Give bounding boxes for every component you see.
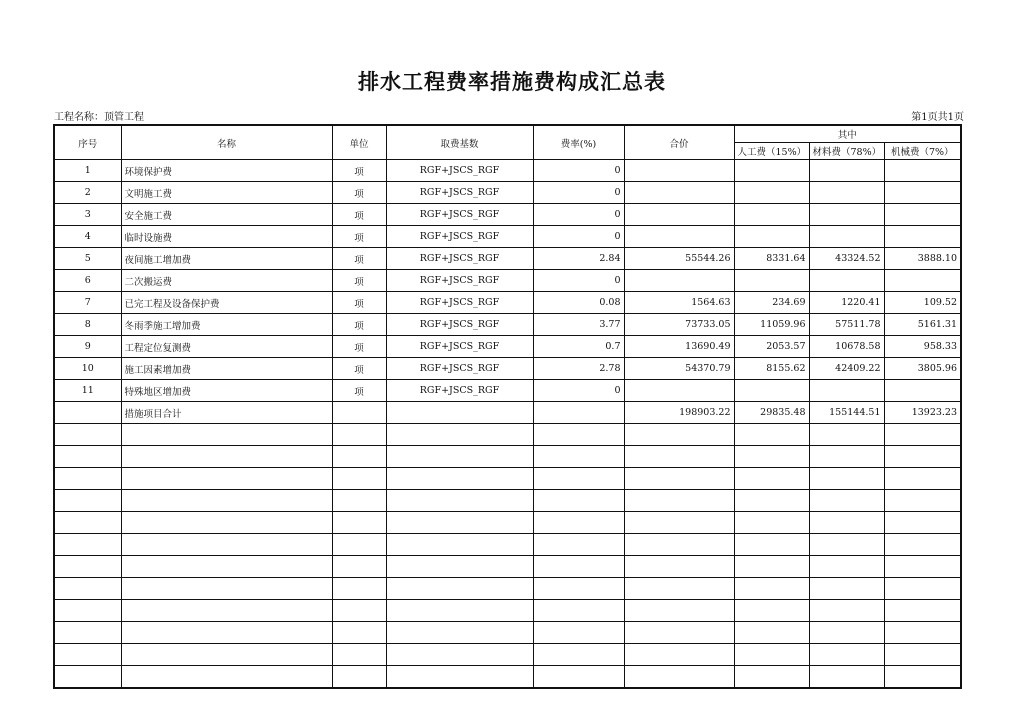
page-title: 排水工程费率措施费构成汇总表 [358,70,666,94]
cell-material: 10678.58 [809,336,884,358]
cell-unit: 项 [332,314,386,336]
cell-machine [884,468,961,490]
header-rate: 费率(%) [533,125,624,160]
cell-seq: 2 [54,182,121,204]
cell-seq [54,600,121,622]
cell-unit: 项 [332,226,386,248]
cell-labor: 8331.64 [734,248,809,270]
cell-unit [332,468,386,490]
cell-base [386,666,533,689]
cell-total [624,534,734,556]
cell-base: RGF+JSCS_RGF [386,292,533,314]
project-name: 工程名称：顶管工程 [54,112,144,123]
table-row [54,534,961,556]
cell-material [809,380,884,402]
cell-unit: 项 [332,270,386,292]
cell-rate: 2.78 [533,358,624,380]
cell-material [809,622,884,644]
cell-unit [332,600,386,622]
header-material: 材料费（78%） [809,143,884,160]
cell-total [624,578,734,600]
cell-material [809,270,884,292]
cell-rate [533,622,624,644]
cell-seq: 11 [54,380,121,402]
cell-material [809,204,884,226]
cell-machine [884,512,961,534]
cell-seq: 10 [54,358,121,380]
cell-total [624,600,734,622]
cell-base: RGF+JSCS_RGF [386,380,533,402]
cell-total [624,490,734,512]
table-row [54,622,961,644]
cell-unit [332,556,386,578]
cell-name [121,644,332,666]
cell-name: 夜间施工增加费 [121,248,332,270]
table-row [54,402,961,424]
cell-labor [734,380,809,402]
table-row [54,292,961,314]
cell-base: RGF+JSCS_RGF [386,358,533,380]
header-labor: 人工费（15%） [734,143,809,160]
header-seq: 序号 [54,125,121,160]
cell-seq: 8 [54,314,121,336]
table-row [54,358,961,380]
cell-material [809,182,884,204]
cell-name [121,512,332,534]
cell-material: 43324.52 [809,248,884,270]
cell-seq [54,424,121,446]
table-row [54,644,961,666]
cell-rate [533,556,624,578]
cell-unit [332,490,386,512]
table-row [54,666,961,689]
cell-name: 安全施工费 [121,204,332,226]
cell-name [121,534,332,556]
cell-seq [54,556,121,578]
cell-base [386,402,533,424]
cell-seq [54,578,121,600]
cell-seq [54,468,121,490]
cell-seq [54,666,121,689]
cell-material [809,578,884,600]
cell-material [809,534,884,556]
cell-labor [734,468,809,490]
cell-labor: 29835.48 [734,402,809,424]
cell-total [624,512,734,534]
cell-machine [884,204,961,226]
header-total: 合价 [624,125,734,160]
cell-machine [884,182,961,204]
cell-labor [734,666,809,689]
cell-seq: 9 [54,336,121,358]
header-machine: 机械费（7%） [884,143,961,160]
cell-total [624,204,734,226]
header-name: 名称 [121,125,332,160]
table-body [54,160,961,689]
cell-rate [533,446,624,468]
cell-labor [734,534,809,556]
cell-base [386,468,533,490]
cell-total: 13690.49 [624,336,734,358]
cell-unit [332,534,386,556]
cell-total: 1564.63 [624,292,734,314]
table-row [54,182,961,204]
cell-rate [533,512,624,534]
cell-base: RGF+JSCS_RGF [386,226,533,248]
cell-name: 二次搬运费 [121,270,332,292]
cell-seq: 7 [54,292,121,314]
cell-labor [734,270,809,292]
cell-base [386,600,533,622]
cell-base [386,534,533,556]
cell-base: RGF+JSCS_RGF [386,314,533,336]
cell-unit [332,622,386,644]
cell-name: 措施项目合计 [121,402,332,424]
cell-name: 工程定位复测费 [121,336,332,358]
cell-machine [884,578,961,600]
cell-total: 198903.22 [624,402,734,424]
cell-labor [734,424,809,446]
cell-labor: 234.69 [734,292,809,314]
cell-labor [734,622,809,644]
cell-machine [884,600,961,622]
cell-unit: 项 [332,292,386,314]
cell-total [624,622,734,644]
cell-rate [533,468,624,490]
cell-labor [734,204,809,226]
cell-material [809,446,884,468]
cell-name: 冬雨季施工增加费 [121,314,332,336]
cell-seq [54,644,121,666]
table-row [54,490,961,512]
cell-labor: 8155.62 [734,358,809,380]
cell-base [386,424,533,446]
table-row [54,204,961,226]
cell-labor [734,490,809,512]
cell-name [121,468,332,490]
cell-unit: 项 [332,204,386,226]
cell-machine [884,534,961,556]
cell-base: RGF+JSCS_RGF [386,182,533,204]
cell-base: RGF+JSCS_RGF [386,270,533,292]
cell-labor [734,644,809,666]
table-row [54,512,961,534]
cell-material [809,600,884,622]
cell-total [624,446,734,468]
cell-rate: 0.7 [533,336,624,358]
cell-unit [332,512,386,534]
cell-rate: 0.08 [533,292,624,314]
cell-machine [884,446,961,468]
cell-seq: 3 [54,204,121,226]
cell-name: 施工因素增加费 [121,358,332,380]
header-base: 取费基数 [386,125,533,160]
header-group: 其中 [734,125,961,143]
cell-name: 文明施工费 [121,182,332,204]
cell-labor: 11059.96 [734,314,809,336]
cell-name [121,424,332,446]
cell-machine [884,380,961,402]
cell-unit: 项 [332,380,386,402]
cell-machine [884,644,961,666]
cell-total [624,556,734,578]
cell-seq [54,534,121,556]
cell-total [624,644,734,666]
cell-machine [884,666,961,689]
cell-base [386,556,533,578]
cell-unit: 项 [332,358,386,380]
cell-rate: 0 [533,380,624,402]
cell-rate [533,534,624,556]
cell-rate [533,600,624,622]
cell-labor [734,512,809,534]
cell-labor: 2053.57 [734,336,809,358]
cell-material [809,468,884,490]
cell-labor [734,182,809,204]
cell-material [809,490,884,512]
cell-total [624,666,734,689]
cell-base [386,512,533,534]
cell-material [809,160,884,182]
cell-base: RGF+JSCS_RGF [386,336,533,358]
cell-base: RGF+JSCS_RGF [386,204,533,226]
cell-labor [734,556,809,578]
table-row [54,160,961,182]
cell-material [809,226,884,248]
cell-material [809,556,884,578]
cell-material: 1220.41 [809,292,884,314]
cell-material [809,512,884,534]
cell-rate [533,424,624,446]
cell-unit: 项 [332,182,386,204]
cell-base [386,578,533,600]
cell-total [624,270,734,292]
cell-unit [332,424,386,446]
cell-total [624,468,734,490]
cell-unit: 项 [332,160,386,182]
cell-rate: 2.84 [533,248,624,270]
cell-machine [884,556,961,578]
cell-name [121,556,332,578]
table-row [54,314,961,336]
cell-machine [884,270,961,292]
cell-rate: 0 [533,270,624,292]
cell-total [624,182,734,204]
cell-name [121,666,332,689]
cell-rate: 0 [533,226,624,248]
cell-material [809,644,884,666]
table-row [54,446,961,468]
table-row [54,468,961,490]
cell-unit [332,666,386,689]
table-header [54,125,961,160]
cell-total [624,380,734,402]
cell-base [386,622,533,644]
cell-material: 57511.78 [809,314,884,336]
cell-rate [533,402,624,424]
cell-name: 临时设施费 [121,226,332,248]
cell-material: 155144.51 [809,402,884,424]
cell-name [121,578,332,600]
cell-rate [533,490,624,512]
cell-rate [533,644,624,666]
cell-seq [54,446,121,468]
table-row [54,380,961,402]
cell-machine [884,226,961,248]
cell-labor [734,226,809,248]
cell-name: 已完工程及设备保护费 [121,292,332,314]
table-row [54,270,961,292]
cell-base: RGF+JSCS_RGF [386,248,533,270]
cell-machine: 3805.96 [884,358,961,380]
cell-machine [884,424,961,446]
cell-seq [54,490,121,512]
cell-total [624,226,734,248]
cell-base [386,446,533,468]
cell-total [624,160,734,182]
cell-unit [332,578,386,600]
fee-summary-table [53,124,962,689]
header-unit: 单位 [332,125,386,160]
cell-rate [533,578,624,600]
cell-base [386,644,533,666]
cell-machine: 109.52 [884,292,961,314]
cell-seq: 6 [54,270,121,292]
cell-unit: 项 [332,248,386,270]
cell-name [121,622,332,644]
cell-base: RGF+JSCS_RGF [386,160,533,182]
cell-machine [884,490,961,512]
cell-rate: 0 [533,160,624,182]
cell-unit [332,644,386,666]
cell-material [809,424,884,446]
cell-material [809,666,884,689]
cell-machine: 5161.31 [884,314,961,336]
cell-unit: 项 [332,336,386,358]
cell-base [386,490,533,512]
page-number: 第1页共1页 [911,112,964,123]
table-row [54,248,961,270]
cell-rate: 0 [533,182,624,204]
table-row [54,600,961,622]
cell-seq [54,512,121,534]
cell-seq: 5 [54,248,121,270]
cell-labor [734,600,809,622]
cell-name: 特殊地区增加费 [121,380,332,402]
table-row [54,336,961,358]
table-row [54,578,961,600]
cell-total: 73733.05 [624,314,734,336]
cell-seq: 1 [54,160,121,182]
cell-rate: 0 [533,204,624,226]
cell-labor [734,578,809,600]
cell-total [624,424,734,446]
cell-name [121,490,332,512]
cell-material: 42409.22 [809,358,884,380]
cell-unit [332,402,386,424]
cell-labor [734,446,809,468]
cell-seq: 4 [54,226,121,248]
cell-unit [332,446,386,468]
cell-machine: 3888.10 [884,248,961,270]
table-row [54,226,961,248]
cell-labor [734,160,809,182]
cell-rate: 3.77 [533,314,624,336]
cell-total: 54370.79 [624,358,734,380]
cell-seq [54,402,121,424]
cell-machine: 958.33 [884,336,961,358]
cell-rate [533,666,624,689]
table-row [54,556,961,578]
table-row [54,424,961,446]
cell-total: 55544.26 [624,248,734,270]
cell-machine [884,622,961,644]
cell-name: 环境保护费 [121,160,332,182]
cell-name [121,446,332,468]
cell-name [121,600,332,622]
cell-machine [884,160,961,182]
cell-seq [54,622,121,644]
cell-machine: 13923.23 [884,402,961,424]
